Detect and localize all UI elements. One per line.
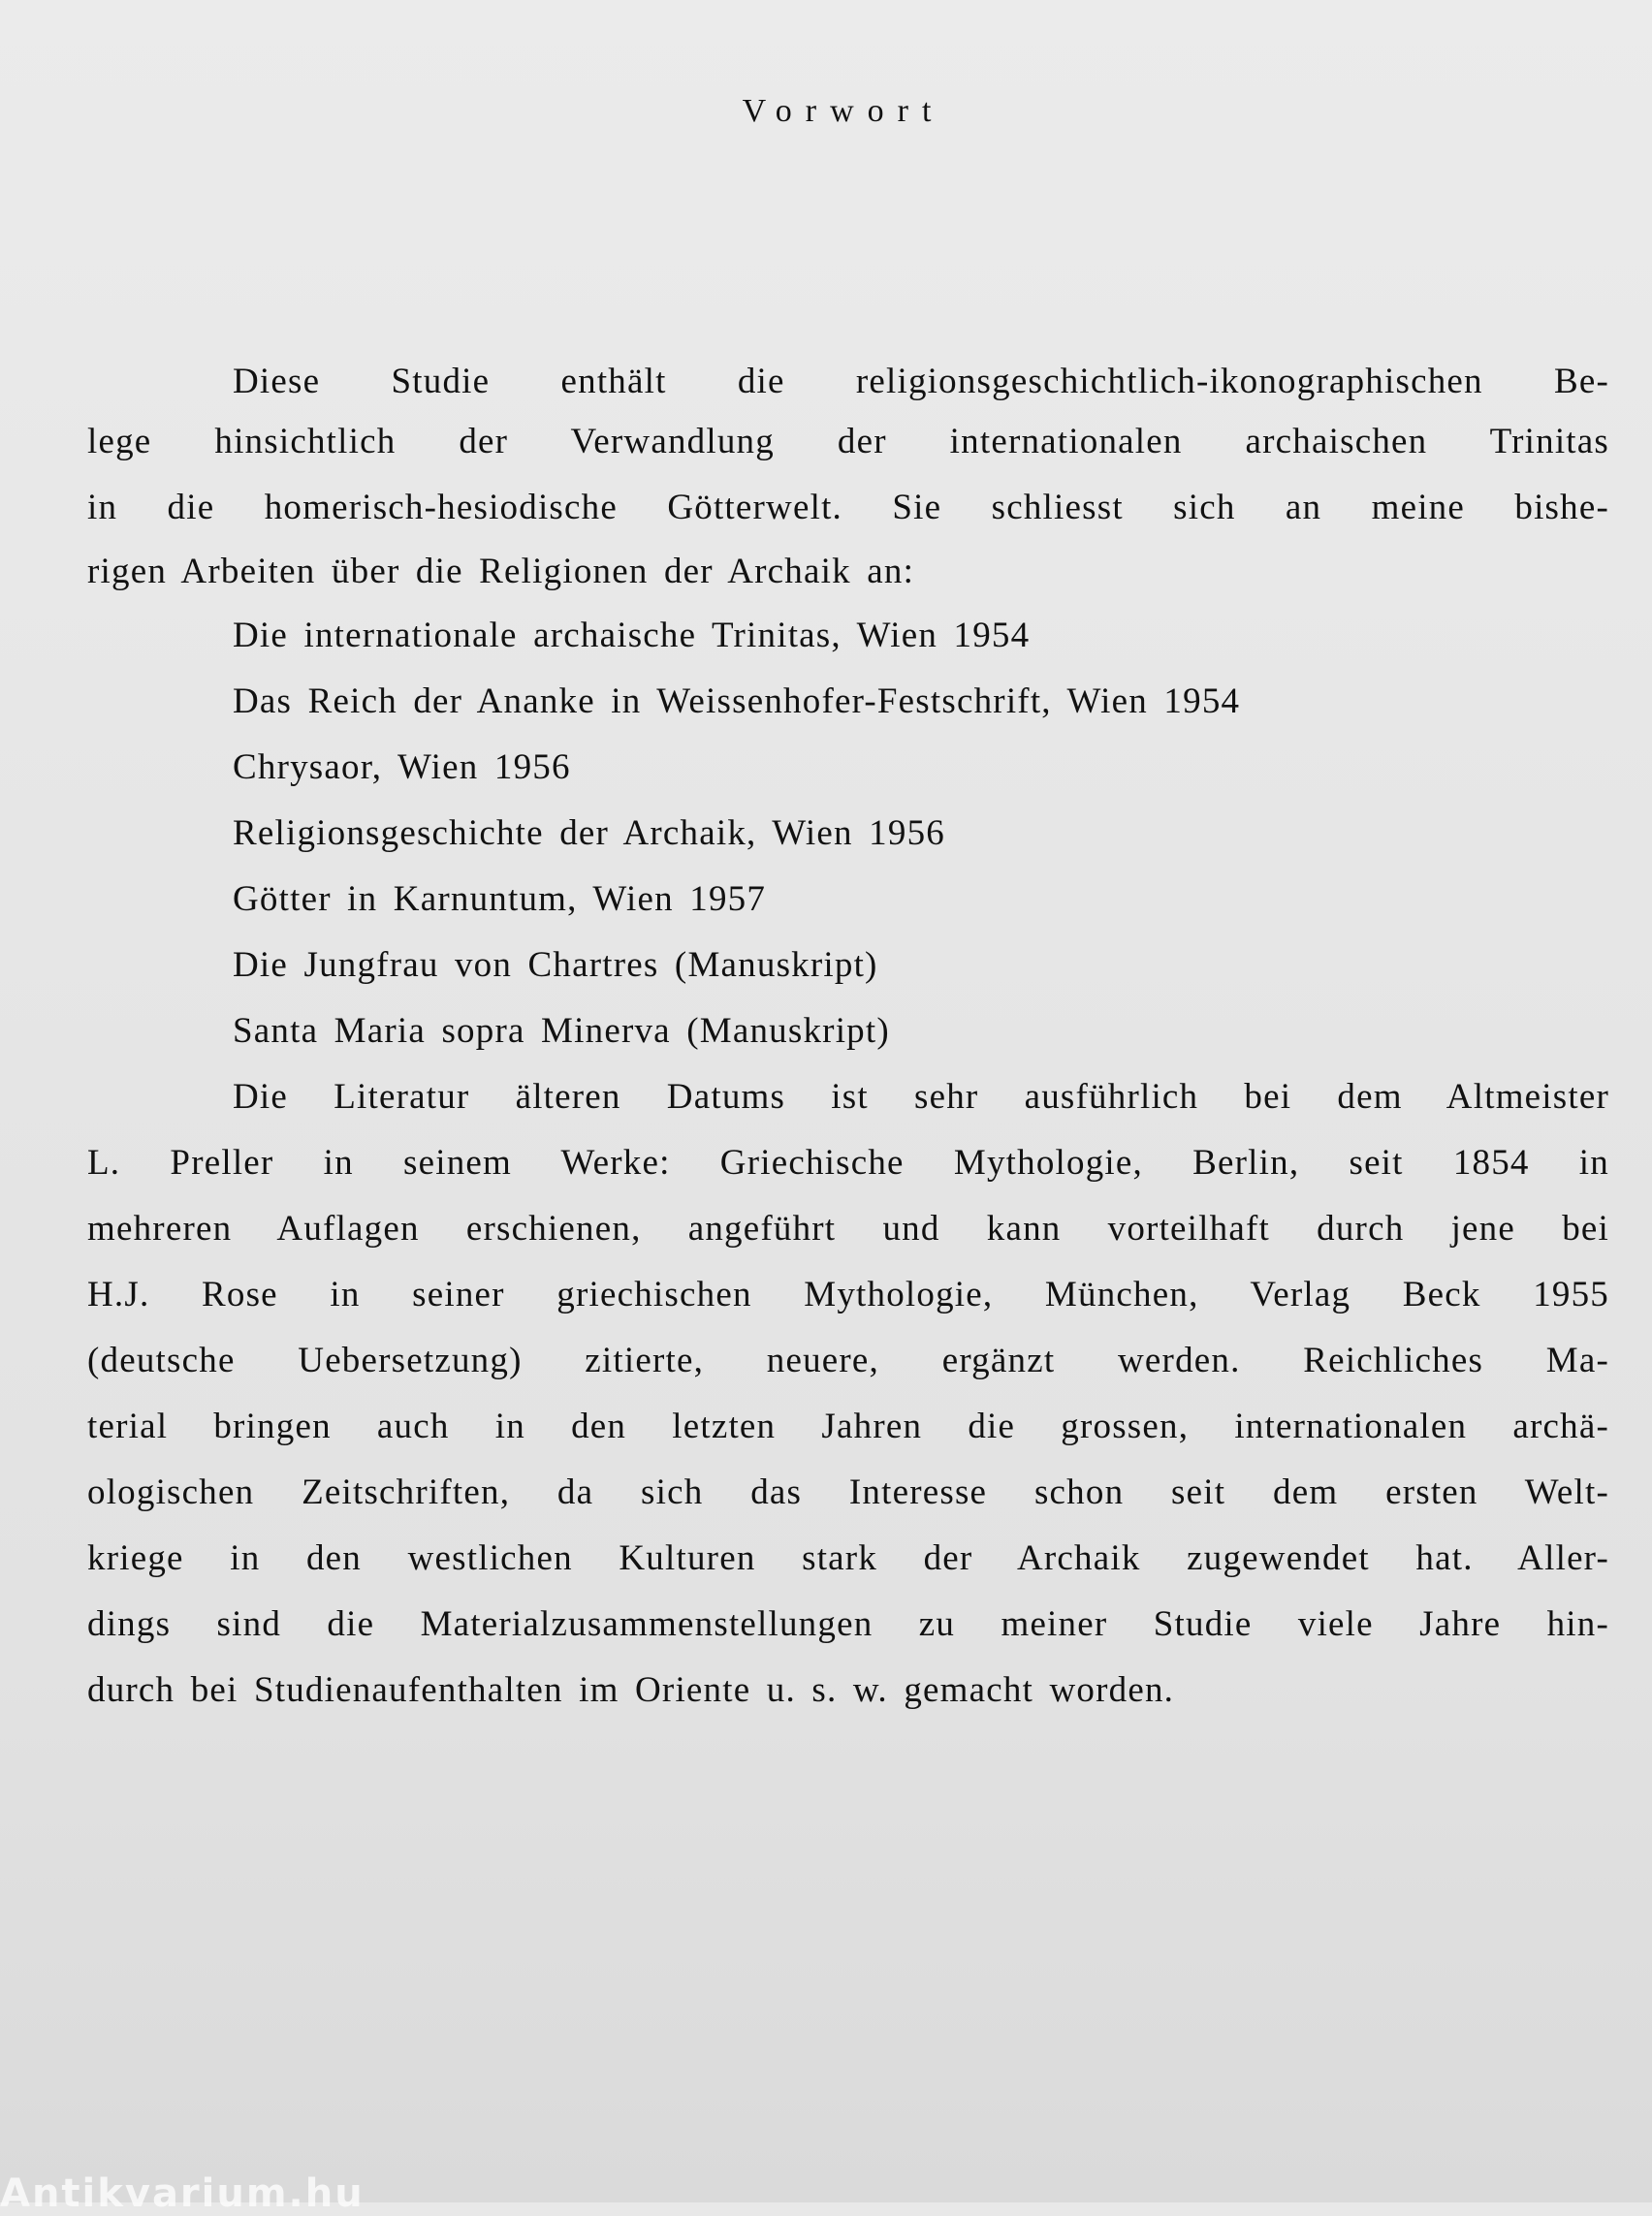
works-list-item: Götter in Karnuntum, Wien 1957 <box>233 879 767 919</box>
paragraph-2-line-6: terial bringen auch in den letzten Jahren die grossen, internationalen archä- <box>87 1407 1609 1446</box>
works-list-item: Das Reich der Ananke in Weissenhofer-Festschrift, Wien 1954 <box>233 681 1241 721</box>
works-list-item: Die internationale archaische Trinitas, Wien 1954 <box>233 616 1031 655</box>
watermark: Antikvarium.hu <box>0 2171 365 2216</box>
paragraph-1-line-1: Diese Studie enthält die religionsgeschichtlich-ikonographischen Be- <box>233 362 1609 401</box>
paragraph-2-line-4: H.J. Rose in seiner griechischen Mythologie, München, Verlag Beck 1955 <box>87 1275 1609 1314</box>
paragraph-2-line-3: mehreren Auflagen erschienen, angeführt und kann vorteilhaft durch jene bei <box>87 1209 1609 1249</box>
works-list-item: Chrysaor, Wien 1956 <box>233 747 571 787</box>
paragraph-2-line-9: dings sind die Materialzusammenstellungen zu meiner Studie viele Jahre hin- <box>87 1604 1609 1644</box>
paragraph-2-line-1: Die Literatur älteren Datums ist sehr ausführlich bei dem Altmeister <box>233 1077 1609 1117</box>
paragraph-1-line-2: lege hinsichtlich der Verwandlung der internationalen archaischen Trinitas <box>87 422 1609 461</box>
paragraph-2-line-2: L. Preller in seinem Werke: Griechische Mythologie, Berlin, seit 1854 in <box>87 1143 1609 1183</box>
paragraph-2-line-7: ologischen Zeitschriften, da sich das Interesse schon seit dem ersten Welt- <box>87 1472 1609 1512</box>
paragraph-1-line-3: in die homerisch-hesiodische Götterwelt. Sie schliesst sich an meine bishe- <box>87 488 1609 527</box>
paragraph-2-line-5: (deutsche Uebersetzung) zitierte, neuere, ergänzt werden. Reichliches Ma- <box>87 1341 1609 1380</box>
paragraph-2-line-10: durch bei Studienaufenthalten im Oriente u. s. w. gemacht worden. <box>87 1670 1175 1710</box>
works-list-item: Santa Maria sopra Minerva (Manuskript) <box>233 1011 890 1051</box>
paragraph-1-line-4: rigen Arbeiten über die Religionen der Archaik an: <box>87 552 915 591</box>
works-list-item: Religionsgeschichte der Archaik, Wien 1956 <box>233 813 945 853</box>
page-title: Vorwort <box>742 93 945 129</box>
works-list-item: Die Jungfrau von Chartres (Manuskript) <box>233 945 878 985</box>
paragraph-2-line-8: kriege in den westlichen Kulturen stark der Archaik zugewendet hat. Aller- <box>87 1538 1609 1578</box>
